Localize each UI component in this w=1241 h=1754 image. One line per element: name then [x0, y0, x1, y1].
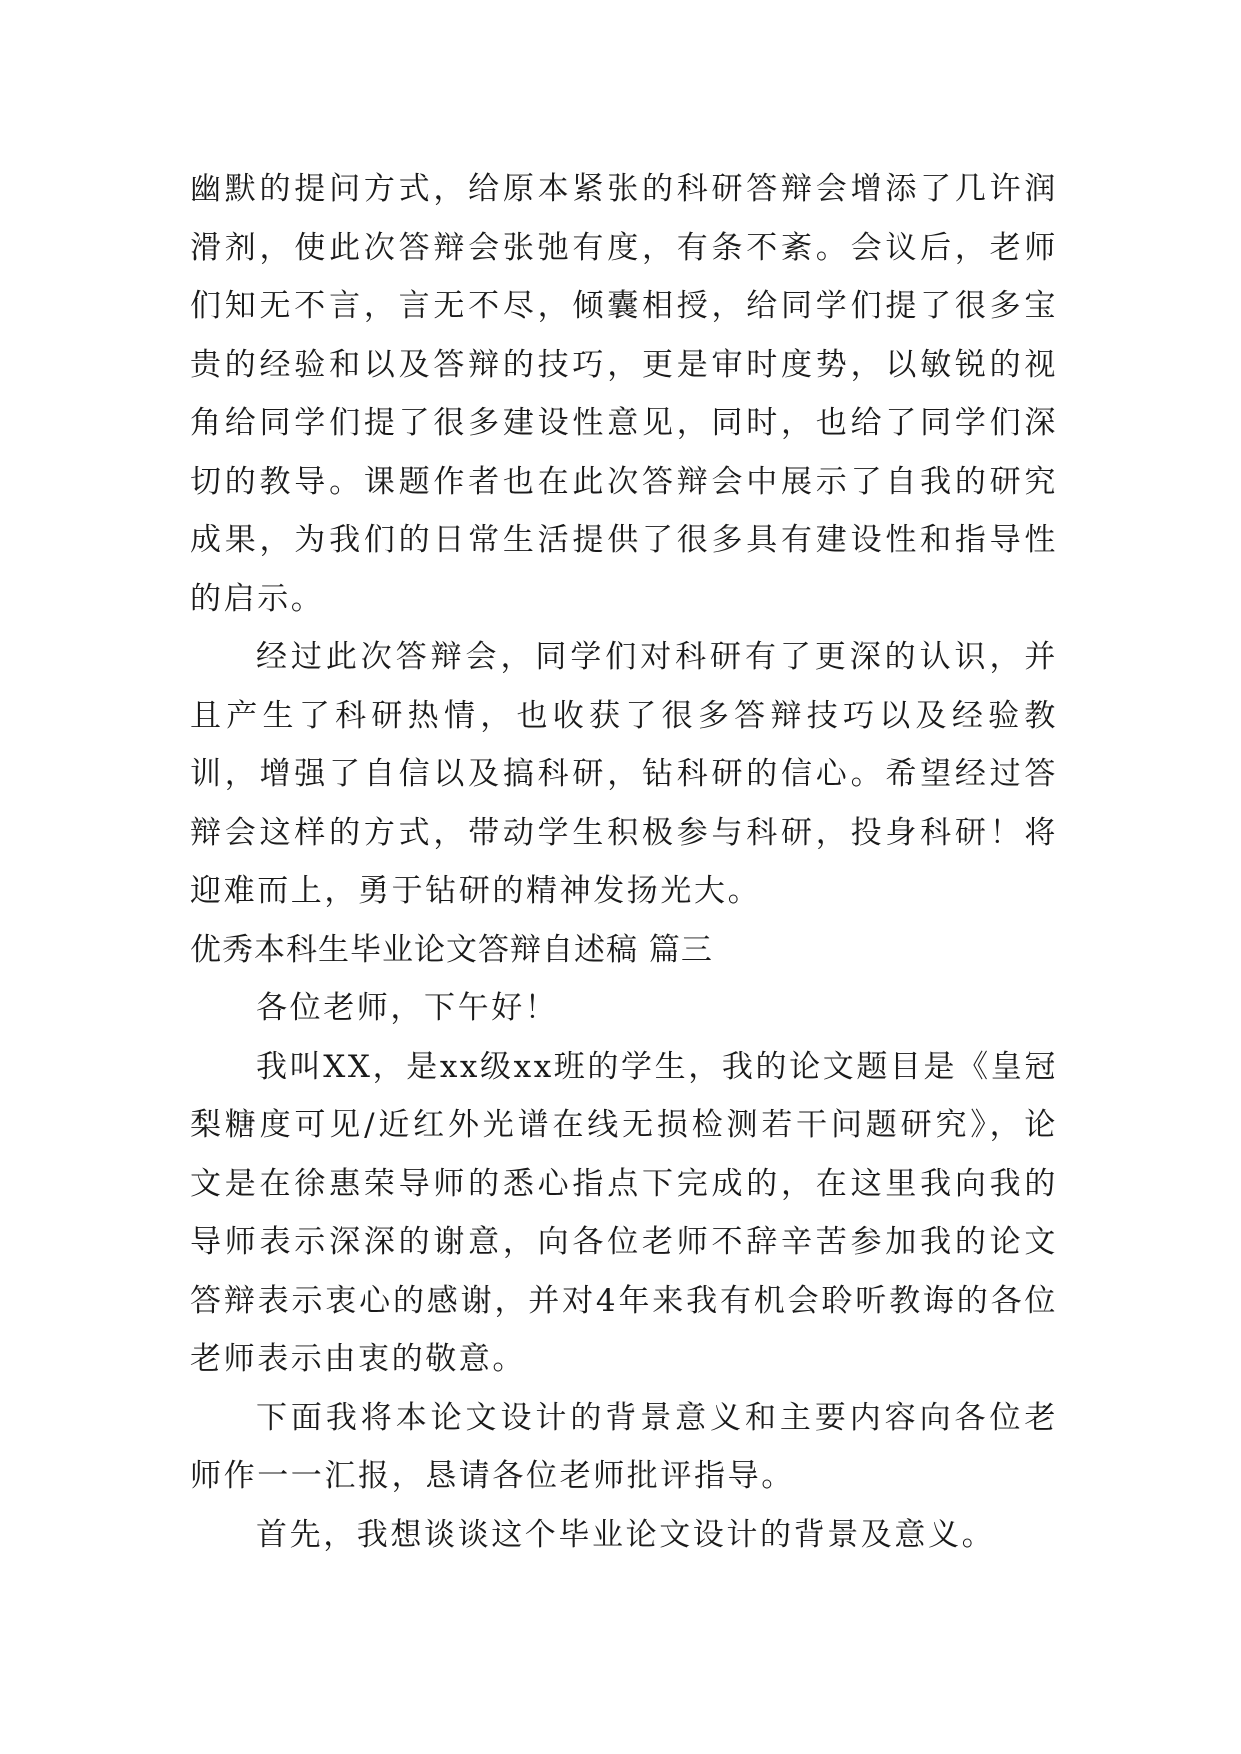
body-paragraph: 经过此次答辩会，同学们对科研有了更深的认识，并且产生了科研热情，也收获了很多答辩技巧以及经验教训，增强了自信以及搞科研，钻科研的信心。希望经过答辩会这样的方式，带动学生积极参与科研，投身科研！将迎难而上，勇于钻研的精神发扬光大。: [190, 639, 1058, 909]
section-heading: 优秀本科生毕业论文答辩自述稿 篇三: [190, 931, 713, 968]
body-paragraph: 幽默的提问方式，给原本紧张的科研答辩会增添了几许润滑剂，使此次答辩会张弛有度，有条不紊。会议后，老师们知无不言，言无不尽，倾囊相授，给同学们提了很多宝贵的经验和以及答辩的技巧，更是审时度势，以敏锐的视角给同学们提了很多建设性意见，同时，也给了同学们深切的教导。课题作者也在此次答辩会中展示了自我的研究成果，为我们的日常生活提供了很多具有建设性和指导性的启示。: [190, 171, 1058, 617]
body-paragraph: 首先，我想谈谈这个毕业论文设计的背景及意义。: [256, 1516, 996, 1553]
body-paragraph: 下面我将本论文设计的背景意义和主要内容向各位老师作一一汇报，恳请各位老师批评指导。: [190, 1399, 1058, 1494]
body-paragraph: 我叫XX，是xx级xx班的学生，我的论文题目是《皇冠梨糖度可见/近红外光谱在线无损检测若干问题研究》，论文是在徐惠荣导师的悉心指点下完成的，在这里我向我的导师表示深深的谢意，向各位老师不辞辛苦参加我的论文答辩表示衷心的感谢，并对4年来我有机会聆听教诲的各位老师表示由衷的敬意。: [190, 1048, 1058, 1377]
document-body: [190, 160, 1058, 1564]
greeting-paragraph: 各位老师，下午好！: [256, 990, 559, 1026]
